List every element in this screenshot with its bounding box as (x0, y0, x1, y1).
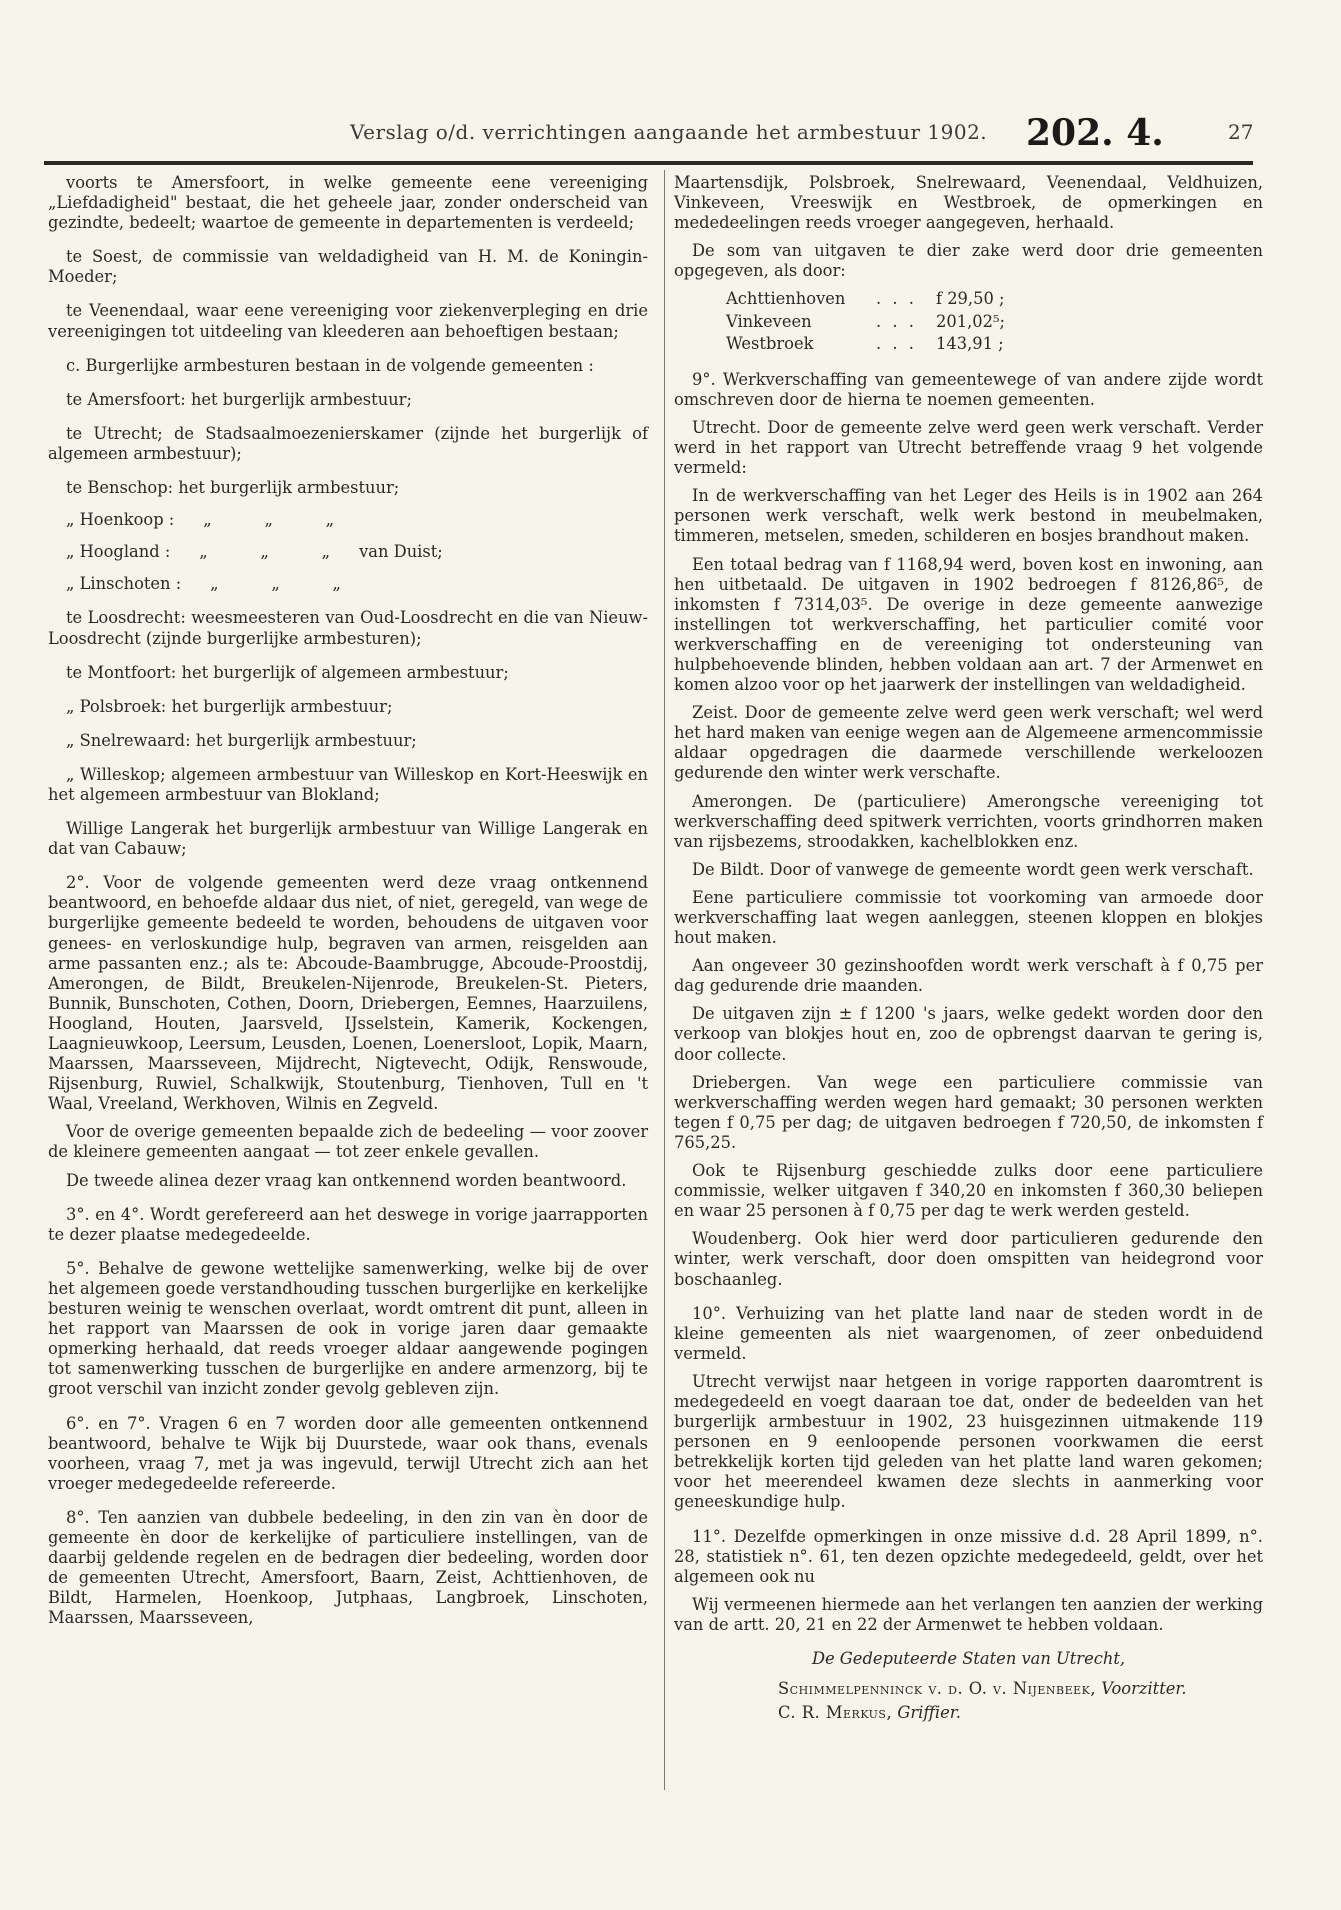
ditto-mark: „ (203, 510, 212, 530)
left-paragraph: te Amersfoort: het burgerlijk armbestuur; (66, 389, 412, 409)
ditto-mark: „ (260, 542, 269, 562)
list-item (48, 574, 648, 594)
signature-block (674, 1649, 1263, 1723)
chair-title: Voorzitter. (1101, 1679, 1187, 1699)
left-paragraph: „ Willeskop; algemeen armbestuur van Willeskop en Kort-Heeswijk en het algemeen armbestuur van Blokland; (48, 764, 648, 804)
table-cell-name: Vinkeveen (726, 311, 812, 331)
right-paragraph: Woudenberg. Ook hier werd door particulieren gedurende den winter, werk verschaft, door doen omspitten van heidegrond voor boschaanleg. (674, 1229, 1263, 1289)
right-paragraph: Driebergen. Van wege een particuliere commissie van werkverschaffing werden wegen hard gemaakt; 30 personen werkten tegen f 0,75 per dag; de uitgaven bedroegen f 720,50, de inkomsten f 765,25. (674, 1072, 1263, 1152)
right-paragraph: 11°. Dezelfde opmerkingen in onze missive d.d. 28 April 1899, n°. 28, statistiek n°. 61, ten dezen opzichte medegedeeld, geldt, over het algemeen ook nu (674, 1526, 1263, 1586)
left-paragraph: De tweede alinea dezer vraag kan ontkennend worden beantwoord. (66, 1170, 627, 1190)
table-row (726, 312, 1046, 334)
left-paragraph: 3°. en 4°. Wordt gerefereerd aan het deswege in vorige jaarrapporten te dezer plaatse medegedeelde. (48, 1204, 648, 1244)
list-item-suffix: van Duist; (359, 542, 443, 562)
list-item-label: „ Linschoten : (66, 574, 182, 594)
right-paragraph: Utrecht. Door de gemeente zelve werd geen werk verschaft. Verder werd in het rapport van Utrecht betreffende vraag 9 het volgende vermeld: (674, 417, 1263, 478)
right-column (674, 173, 1263, 1723)
left-paragraph: 5°. Behalve de gewone wettelijke samenwerking, welke bij de over het algemeen goede verstandhouding tusschen burgerlijke en kerkelijke besturen weinig te wenschen overlaat, wordt omtrent dit punt, alleen in het rapport van Maarssen de ook in vorige jaren daar gemaakte opmerking herhaald, dat reeds vroeger aldaar aangewende pogingen tot samenwerking tusschen de burgerlijke en andere armenzorg, bij te groot verschil van inzicht zonder gevolg gebleven zijn. (48, 1258, 648, 1399)
right-paragraph: De Bildt. Door of vanwege de gemeente wordt geen werk verschaft. (692, 859, 1254, 879)
left-paragraph: 2°. Voor de volgende gemeenten werd deze vraag ontkennend beantwoord, en behoefde aldaar dus niet, of niet, geregeld, van wege de burgerlijke gemeente bedeeld te worden, behoudens de uitgaven voor genees- en verloskundige hulp, begraven van armen, reisgelden aan arme passanten enz.; als te: Abcoude-Baambrugge, Abcoude-Proostdij, Amerongen, de Bildt, Breukelen-Nijenrode, Breukelen-St. Pieters, Bunnik, Bunschoten, Cothen, Doorn, Driebergen, Eemnes, Haarzuilens, Hoogland, Houten, Jaarsveld, IJsselstein, Kamerik, Kockengen, Laagnieuwkoop, Leersum, Leusden, Loenen, Loenersloot, Lopik, Maarn, Maarssen, Maarsseveen, Mijdrecht, Nigtevecht, Odijk, Renswoude, Rijsenburg, Ruwiel, Schalkwijk, Stoutenburg, Tienhoven, Tull en 't Waal, Vreeland, Werkhoven, Wilnis en Zegveld. (48, 873, 648, 1114)
right-paragraph: 10°. Verhuizing van het platte land naar de steden wordt in de kleine gemeenten als niet waargenomen, of zeer onbeduidend vermeld. (674, 1303, 1263, 1363)
left-paragraph: Willige Langerak het burgerlijk armbestuur van Willige Langerak en dat van Cabauw; (48, 819, 648, 859)
left-paragraph: te Veenendaal, waar eene vereeniging voor ziekenverpleging en drie vereenigingen tot uitdeeling van kleederen aan behoeftigen bestaan; (48, 301, 648, 341)
table-cell-name: Westbroek (726, 333, 814, 353)
table-cell-amount: 143,91 ; (936, 333, 1004, 353)
left-paragraph: 8°. Ten aanzien van dubbele bedeeling, in den zin van èn door de gemeente èn door de kerkelijke of particuliere instellingen, van de daarbij geldende regelen en de bedragen dier bedeeling, worden door de gemeenten Utrecht, Amersfoort, Baarn, Zeist, Achttienhoven, de Bildt, Harmelen, Hoenkoop, Jutphaas, Langbroek, Linschoten, Maarssen, Maarsseveen, (48, 1507, 648, 1628)
clerk-name: C. R. Merkus, (778, 1703, 893, 1723)
chair-name: Schimmelpenninck v. d. O. v. Nijenbeek, (778, 1679, 1097, 1699)
left-column (48, 173, 648, 1636)
right-paragraph: Wij vermeenen hiermede aan het verlangen ten aanzien der werking van de artt. 20, 21 en 22 der Armenwet te hebben voldaan. (674, 1594, 1263, 1634)
left-paragraph: Voor de overige gemeenten bepaalde zich de bedeeling — voor zoover de kleinere gemeenten aangaat — tot zeer enkele gevallen. (48, 1122, 648, 1162)
column-divider (664, 170, 665, 1790)
left-paragraph: „ Polsbroek: het burgerlijk armbestuur; (66, 696, 393, 716)
right-paragraph: Een totaal bedrag van f 1168,94 werd, boven kost en inwoning, aan hen uitbetaald. De uitgaven in 1902 bedroegen f 8126,86⁵, de inkomsten f 7314,03⁵. De overige in deze gemeente aanwezige instellingen tot werkverschaffing, het particulier comité voor werkverschaffing en de vereeniging tot ondersteuning van hulpbehoevende blinden, hebben voldaan aan art. 7 der Armenwet en komen alzoo voor op het jaarwerk der instellingen van weldadigheid. (674, 554, 1263, 695)
running-title: Verslag o/d. verrichtingen aangaande het armbestuur 1902. (350, 120, 988, 144)
right-paragraph: Ook te Rijsenburg geschiedde zulks door eene particuliere commissie, welker uitgaven f 340,20 en inkomsten f 360,30 beliepen en waar 25 personen à f 0,75 per dag te werk werden gesteld. (674, 1161, 1263, 1221)
table-cell-amount: f 29,50 ; (936, 289, 1005, 309)
ditto-mark: „ (210, 574, 219, 594)
left-paragraph: „ Snelrewaard: het burgerlijk armbestuur; (66, 730, 417, 750)
right-paragraph: In de werkverschaffing van het Leger des Heils is in 1902 aan 264 personen werk verschaft, welk werk bestond in meubelmaken, timmeren, metselen, smeden, schilderen en bosjes brandhout maken. (674, 486, 1263, 546)
right-paragraph: De som van uitgaven te dier zake werd door drie gemeenten opgegeven, als door: (674, 241, 1263, 281)
table-cell-amount: 201,02⁵; (936, 311, 1005, 331)
clerk-title: Griffier. (897, 1703, 961, 1723)
ditto-mark: „ (325, 510, 335, 530)
table-row (726, 334, 1046, 356)
ditto-mark: „ (321, 542, 331, 562)
right-paragraph: Maartensdijk, Polsbroek, Snelrewaard, Veenendaal, Veldhuizen, Vinkeveen, Vreeswijk en Westbroek, de opmerkingen en mededeelingen reeds vroeger aangegeven, herhaald. (674, 173, 1263, 233)
right-paragraph: De uitgaven zijn ± f 1200 's jaars, welke gedekt worden door den verkoop van blokjes hout en, zoo de opbrengst daarvan te gering is, door collecte. (674, 1004, 1263, 1064)
list-item (48, 510, 648, 530)
signature-chair (674, 1679, 1263, 1699)
header-rule (44, 161, 1253, 165)
left-paragraph: c. Burgerlijke armbesturen bestaan in de volgende gemeenten : (66, 355, 594, 375)
right-paragraph: 9°. Werkverschaffing van gemeentewege of van andere zijde wordt omschreven door de hierna te noemen gemeenten. (674, 369, 1263, 409)
list-item (48, 542, 648, 562)
list-item-label: „ Hoenkoop : (66, 510, 175, 530)
table-cell-dots: . . . (876, 333, 917, 353)
signature-clerk (674, 1703, 1263, 1723)
right-paragraph: Amerongen. De (particuliere) Amerongsche vereeniging tot werkverschaffing deed spitwerk verrichten, voorts grindhorren maken van rijsbezems, stroodakken, kachelblokken enz. (674, 791, 1263, 851)
right-paragraph: Zeist. Door de gemeente zelve werd geen werk verschaft; wel werd het hard maken van eenige wegen aan de Algemeene armencommissie aldaar opgedragen die daarmede verschillende werkeloozen gedurende den winter werk verschafte. (674, 703, 1263, 783)
ditto-mark: „ (199, 542, 208, 562)
list-item (48, 478, 648, 498)
payments-table (726, 289, 1046, 355)
list-item-label: te Benschop: het burgerlijk armbestuur; (66, 478, 400, 498)
right-paragraph: Utrecht verwijst naar hetgeen in vorige rapporten daaromtrent is medegedeeld en voegt daaraan toe dat, onder de bedeelden van het burgerlijk armbestuur in 1902, 23 huisgezinnen uitmakende 119 personen en 9 eenloopende personen voorkwamen die eerst betrekkelijk korten tijd geleden van het platte land waren gekomen; voor het meerendeel kwamen deze slechts in aanmerking voor geneeskundige hulp. (674, 1371, 1263, 1512)
left-paragraph: voorts te Amersfoort, in welke gemeente eene vereeniging „Liefdadigheid" bestaat, die het geheele jaar, zonder onderscheid van gezindte, bedeelt; waartoe de gemeente in departementen is verdeeld; (48, 173, 648, 233)
left-paragraph: te Soest, de commissie van weldadigheid van H. M. de Koningin-Moeder; (48, 247, 648, 287)
page-header (60, 112, 1260, 158)
left-paragraph: te Utrecht; de Stadsaalmoezenierskamer (zijnde het burgerlijk of algemeen armbestuur); (48, 423, 648, 463)
right-paragraph: Aan ongeveer 30 gezinshoofden wordt werk verschaft à f 0,75 per dag gedurende drie maanden. (674, 956, 1263, 996)
left-paragraph: te Montfoort: het burgerlijk of algemeen armbestuur; (66, 662, 509, 682)
left-paragraph: te Loosdrecht: weesmeesteren van Oud-Loosdrecht en die van Nieuw-Loosdrecht (zijnde burgerlijke armbesturen); (48, 608, 648, 648)
table-row (726, 289, 1046, 311)
ditto-mark: „ (264, 510, 273, 530)
right-paragraph: Eene particuliere commissie tot voorkoming van armoede door werkverschaffing laat wegen aanleggen, steenen kloppen en blokjes hout maken. (674, 887, 1263, 948)
ditto-mark: „ (332, 574, 341, 594)
left-paragraph: 6°. en 7°. Vragen 6 en 7 worden door alle gemeenten ontkennend beantwoord, behalve te Wijk bij Duurstede, waar ook thans, evenals voorheen, vraag 7, met ja was ingevuld, terwijl Utrecht zich aan het vroeger medegedeelde refereerde. (48, 1413, 648, 1493)
table-cell-dots: . . . (876, 289, 917, 309)
page-number: 27 (1228, 120, 1254, 144)
list-item-label: „ Hoogland : (66, 542, 171, 562)
table-cell-dots: . . . (876, 311, 917, 331)
document-number: 202. 4. (1026, 112, 1164, 154)
ditto-mark: „ (271, 574, 280, 594)
table-cell-name: Achttienhoven (726, 289, 846, 309)
signature-body: De Gedeputeerde Staten van Utrecht, (811, 1649, 1126, 1668)
